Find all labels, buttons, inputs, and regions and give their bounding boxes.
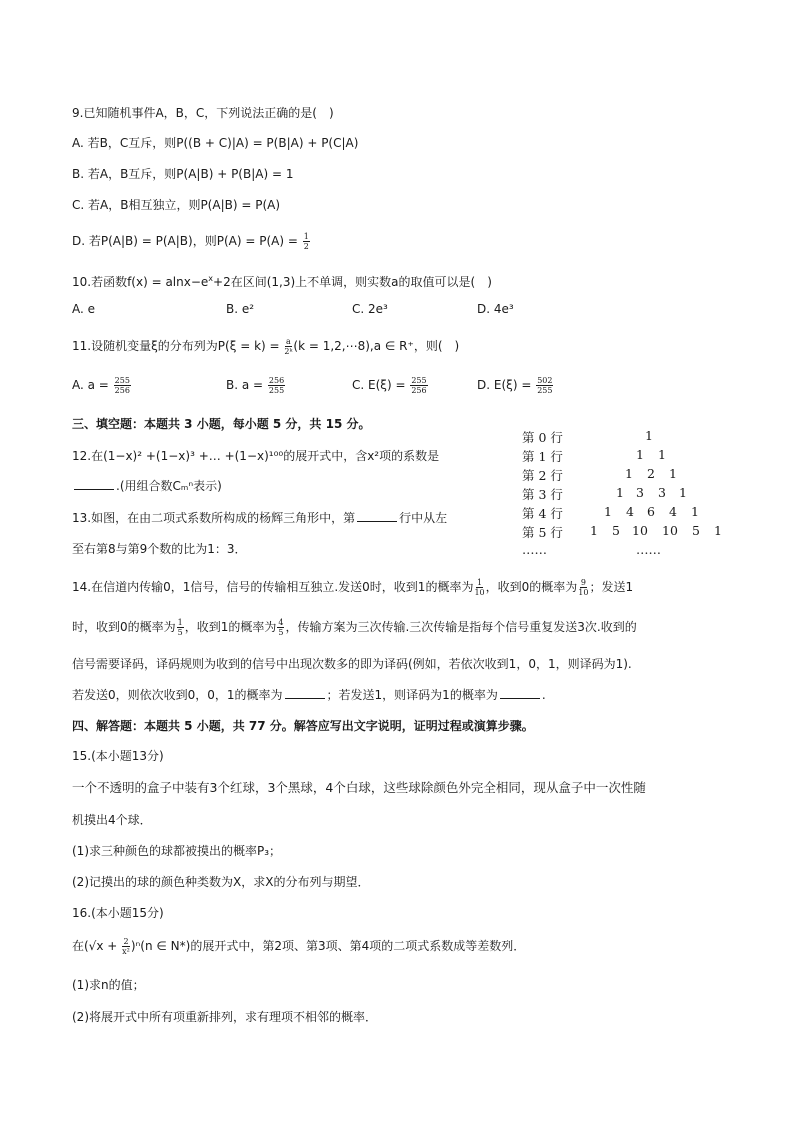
triangle-number: 3 <box>658 485 666 500</box>
triangle-row <box>522 523 732 542</box>
fraction-numerator: 1 <box>303 232 309 241</box>
triangle-row <box>522 542 732 561</box>
triangle-number: 1 <box>714 523 722 538</box>
triangle-number: 1 <box>658 447 666 462</box>
q10-stem-rest: +2在区间(1,3)上不单调，则实数a的取值可以是( ) <box>213 275 492 289</box>
q15-part1: (1)求三种颜色的球都被摸出的概率P₃； <box>72 844 282 858</box>
option-label: B. a = <box>226 378 267 392</box>
q13-text-rest: 行中从左 <box>399 511 448 525</box>
q14-text: 时，收到0的概率为 <box>72 620 176 634</box>
q12-line2-text: .(用组合数Cₘⁿ表示) <box>116 479 222 493</box>
option-fraction <box>410 376 427 395</box>
fraction-numerator: 256 <box>268 376 285 385</box>
q13-text: 13.如图，在由二项式系数所构成的杨辉三角形中，第 <box>72 511 356 525</box>
q11-stem-rest: (k = 1,2,⋯8),a ∈ R⁺，则( ) <box>293 339 460 353</box>
fraction-denominator: 2ᵏ <box>284 347 293 356</box>
option-label: A. a = <box>72 378 113 392</box>
fraction-numerator: 1 <box>477 578 483 587</box>
triangle-number: 10 <box>632 523 648 538</box>
q16-fraction <box>122 937 130 956</box>
option-fraction <box>114 376 131 395</box>
fraction-numerator: 255 <box>411 376 427 385</box>
q16-part2: (2)将展开式中所有项重新排列，求有理项不相邻的概率． <box>72 1010 378 1024</box>
q14-text: ，传输方案为三次传输.三次传输是指每个信号重复发送3次.收到的 <box>285 620 637 634</box>
triangle-number: 4 <box>669 504 677 519</box>
triangle-number: 3 <box>636 485 644 500</box>
triangle-row <box>522 447 732 466</box>
fraction-denominator: 10 <box>578 588 589 597</box>
section-3-heading: 三、填空题：本题共 3 小题，每小题 5 分，共 15 分。 <box>72 417 371 431</box>
answer-blank <box>285 686 325 699</box>
answer-blank <box>357 509 397 522</box>
q13-line1 <box>72 509 447 527</box>
q11-stem <box>72 337 459 356</box>
row-label: 第 4 行 <box>522 506 563 521</box>
triangle-number: 1 <box>625 466 633 481</box>
answer-blank <box>74 477 114 490</box>
fraction-denominator: x² <box>122 947 130 956</box>
q10-option-b: B. e² <box>226 302 255 316</box>
fraction-numerator: 1 <box>177 618 183 627</box>
fraction-numerator: 255 <box>114 376 130 385</box>
q16-line1 <box>72 937 525 956</box>
option-label: D. E(ξ) = <box>477 378 536 392</box>
q10-exponent: x <box>208 274 214 283</box>
q16-title: 16.(本小题15分) <box>72 906 164 920</box>
q15-line1: 一个不透明的盒子中装有3个红球，3个黑球，4个白球，这些球除颜色外完全相同，现从盒子中一次性随 <box>72 780 646 795</box>
q10-stem <box>72 270 492 291</box>
row-label: 第 2 行 <box>522 468 563 483</box>
triangle-number: 5 <box>692 523 700 538</box>
triangle-number: 1 <box>691 504 699 519</box>
option-fraction <box>536 376 553 395</box>
fraction-denominator: 2 <box>303 242 309 251</box>
q11-fraction <box>284 337 292 356</box>
q14-text: 若发送0，则依次收到0，0，1的概率为 <box>72 688 283 702</box>
fraction-numerator: 4 <box>278 618 284 627</box>
q9-option-b: B. 若A，B互斥，则P(A|B) + P(B|A) = 1 <box>72 167 294 181</box>
triangle-number: 10 <box>662 523 678 538</box>
row-label: 第 0 行 <box>522 430 563 445</box>
q16-text: 在(√x + <box>72 939 122 953</box>
q9-option-d <box>72 232 311 251</box>
triangle-row <box>522 466 732 485</box>
answer-blank <box>500 686 540 699</box>
triangle-number: 1 <box>590 523 598 538</box>
q12-line2 <box>72 477 222 495</box>
fraction-denominator: 255 <box>268 386 285 395</box>
q14-fraction <box>177 618 184 637</box>
triangle-row <box>522 504 732 523</box>
fraction-denominator: 256 <box>114 386 130 395</box>
fraction-denominator: 5 <box>278 628 284 637</box>
q10-option-d: D. 4e³ <box>477 302 514 316</box>
option-fraction <box>268 376 285 395</box>
fraction-numerator: 2 <box>123 937 129 946</box>
fraction-denominator: 256 <box>411 386 427 395</box>
q15-title: 15.(本小题13分) <box>72 749 164 763</box>
q14-line4 <box>72 686 546 704</box>
q14-fraction <box>578 578 588 597</box>
q9-option-a: A. 若B，C互斥，则P((B + C)|A) = P(B|A) + P(C|A) <box>72 136 359 150</box>
triangle-number: 1 <box>645 428 653 443</box>
q9-option-c: C. 若A，B相互独立，则P(A|B) = P(A) <box>72 198 281 212</box>
fraction-numerator: 9 <box>580 578 586 587</box>
q11-option-b <box>226 376 286 395</box>
section-4-heading: 四、解答题：本题共 5 小题，共 77 分。解答应写出文字说明，证明过程或演算步骤。 <box>72 719 534 733</box>
option-label: C. E(ξ) = <box>352 378 410 392</box>
row-label: 第 1 行 <box>522 449 563 464</box>
triangle-ellipsis: …… <box>636 542 661 557</box>
triangle-number: 2 <box>647 466 655 481</box>
q14-text: 14.在信道内传输0，1信号，信号的传输相互独立.发送0时，收到1的概率为 <box>72 580 474 594</box>
triangle-number: 1 <box>616 485 624 500</box>
fraction-numerator: 502 <box>537 376 553 385</box>
q15-part2: (2)记摸出的球的颜色种类数为X，求X的分布列与期望． <box>72 875 370 889</box>
q14-line3: 信号需要译码，译码规则为收到的信号中出现次数多的即为译码(例如，若依次收到1，0，1，则译码为1). <box>72 657 632 671</box>
q10-option-c: C. 2e³ <box>352 302 388 316</box>
row-label: 第 3 行 <box>522 487 563 502</box>
fraction-denominator: 5 <box>177 628 183 637</box>
row-label: …… <box>522 542 547 557</box>
triangle-number: 4 <box>626 504 634 519</box>
q14-text: ；若发送1，则译码为1的概率为 <box>326 688 498 702</box>
triangle-row <box>522 485 732 504</box>
q11-option-a <box>72 376 132 395</box>
triangle-number: 1 <box>669 466 677 481</box>
triangle-number: 1 <box>636 447 644 462</box>
q15-line2: 机摸出4个球． <box>72 813 152 827</box>
q9-option-d-fraction <box>303 232 310 251</box>
q13-line2: 至右第8与第9个数的比为1：3． <box>72 542 247 556</box>
pascal-triangle-figure <box>522 428 732 561</box>
q14-text: ，收到1的概率为 <box>184 620 277 634</box>
triangle-number: 6 <box>647 504 655 519</box>
q11-option-c <box>352 376 429 395</box>
q10-option-a: A. e <box>72 302 96 316</box>
fraction-denominator: 255 <box>537 386 553 395</box>
q14-line1 <box>72 578 633 597</box>
q9-stem: 9.已知随机事件A，B，C，下列说法正确的是( ) <box>72 106 334 120</box>
q16-part1: (1)求n的值； <box>72 978 145 992</box>
q10-stem-text: 10.若函数f(x) = alnx−e <box>72 275 209 289</box>
q16-text: )ⁿ(n ∈ N*)的展开式中，第2项、第3项、第4项的二项式系数成等差数列． <box>130 939 526 953</box>
q11-option-d <box>477 376 554 395</box>
q14-fraction <box>474 578 484 597</box>
triangle-number: 5 <box>612 523 620 538</box>
triangle-row <box>522 428 732 447</box>
triangle-number: 1 <box>679 485 687 500</box>
q14-text: . <box>541 688 546 702</box>
q14-text: ，收到0的概率为 <box>485 580 578 594</box>
triangle-number: 1 <box>604 504 612 519</box>
q14-line2 <box>72 618 637 637</box>
fraction-denominator: 10 <box>474 588 485 597</box>
q14-fraction <box>277 618 284 637</box>
q9-option-d-text: D. 若P(A|B) = P(A|B)，则P(A) = P(A) = <box>72 234 302 248</box>
q14-text: ；发送1 <box>589 580 634 594</box>
row-label: 第 5 行 <box>522 525 563 540</box>
fraction-numerator: a <box>286 337 291 346</box>
q11-stem-text: 11.设随机变量ξ的分布列为P(ξ = k) = <box>72 339 284 353</box>
q12-line1: 12.在(1−x)² +(1−x)³ +… +(1−x)¹⁰⁰的展开式中，含x²项的系数是 <box>72 449 440 463</box>
